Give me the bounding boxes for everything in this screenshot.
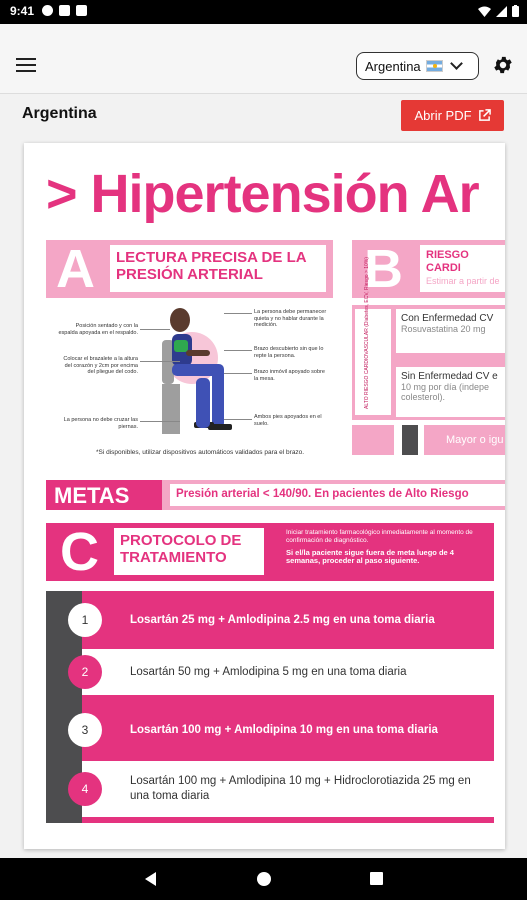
menu-icon[interactable] [16, 58, 36, 72]
risk-vertical-label: ALTO RIESGO CARDIOVASCULAR (Diabetes, ECV, Riesgo > 10%) [364, 257, 370, 409]
risk-cell-title: Con Enfermedad CV [401, 313, 494, 324]
metas-banner [46, 480, 505, 510]
step-number: 2 [68, 655, 102, 689]
risk-footer: Mayor o igu [424, 425, 505, 455]
section-a-letter: A [56, 239, 95, 299]
annotation-text: Posición sentado y con la espalda apoyada en el respaldo. [58, 323, 138, 336]
annotation-text: Brazo inmóvil apoyado sobre la mesa. [254, 369, 325, 382]
risk-cell [396, 309, 505, 353]
annotation-text: Colocar el brazalete a la altura del corazón y 2cm por encima del pliegue del codo. [63, 356, 138, 375]
country-select-value: Argentina [365, 58, 421, 74]
treatment-step [82, 761, 494, 817]
external-link-icon [478, 109, 491, 122]
treatment-step [82, 597, 494, 643]
section-c-text-box [286, 529, 486, 565]
section-b-header [352, 240, 505, 298]
annotation-text: La persona debe permanecer quieta y no hablar durante la medición. [254, 309, 327, 328]
open-pdf-label: Abrir PDF [414, 108, 472, 123]
treatment-step [82, 649, 494, 695]
section-c-letter: C [60, 522, 99, 582]
document-title: > Hipertensión Ar [46, 164, 479, 224]
section-b-letter: B [364, 239, 403, 299]
annotation-text: Brazo descubierto sin que lo repte la persona. [254, 346, 324, 359]
step-number: 4 [68, 772, 102, 806]
annotation-text: La persona no debe cruzar las piernas. [63, 417, 138, 430]
annotation-line [224, 313, 252, 314]
step-text: Losartán 100 mg + Amlodipina 10 mg en una toma diaria [130, 723, 438, 736]
section-a-note: *Si disponibles, utilizar dispositivos automáticos validados para el brazo. [96, 449, 305, 456]
notification-icon [42, 5, 53, 16]
signal-icon [496, 6, 507, 17]
risk-vertical-label-box [355, 309, 391, 415]
annotation-line [140, 329, 170, 330]
risk-cell-subtitle: 10 mg por día (indepe colesterol). [401, 382, 490, 402]
annotation-line [224, 373, 252, 374]
annotation-line [224, 419, 252, 420]
system-icons [478, 5, 519, 17]
pdf-document-preview[interactable] [24, 143, 505, 849]
chevron-down-icon [450, 57, 463, 70]
step-number: 3 [68, 713, 102, 747]
notification-icon [59, 5, 70, 16]
annotation-text: Ambos pies apoyados en el suelo. [254, 414, 322, 427]
risk-cell-subtitle: Rosuvastatina 20 mg [401, 324, 486, 334]
status-bar [0, 0, 527, 24]
risk-swatch [352, 425, 394, 455]
section-c-bold-text: Si el/la paciente sigue fuera de meta luego de 4 semanas, proceder al paso siguiente. [286, 548, 454, 565]
risk-swatch [402, 425, 418, 455]
step-text: Losartán 25 mg + Amlodipina 2.5 mg en una toma diaria [130, 613, 435, 626]
seated-person-illustration [150, 306, 250, 448]
section-a-header [46, 240, 333, 298]
section-c-header [46, 523, 494, 581]
section-a-label: LECTURA PRECISA DE LA PRESIÓN ARTERIAL [110, 245, 326, 292]
annotation-line [224, 350, 252, 351]
step-text: Losartán 50 mg + Amlodipina 5 mg en una toma diaria [130, 665, 407, 678]
metas-label: METAS [46, 480, 162, 510]
wifi-icon [478, 6, 491, 17]
risk-cell-title: Sin Enfermedad CV e [401, 371, 498, 382]
annotation-line [140, 421, 180, 422]
step-number: 1 [68, 603, 102, 637]
notification-icon [76, 5, 87, 16]
metas-text: Presión arterial < 140/90. En pacientes de Alto Riesgo [170, 484, 505, 506]
gear-icon[interactable] [492, 54, 514, 76]
open-pdf-button[interactable] [401, 100, 504, 131]
section-b-label-box [420, 245, 505, 292]
section-b-sublabel: Estimar a partir de [426, 276, 500, 286]
navigation-bar [0, 858, 527, 900]
page-title: Argentina [22, 105, 97, 122]
section-c-label: PROTOCOLO DE TRATAMIENTO [114, 528, 264, 575]
app-bar [0, 24, 527, 94]
argentina-flag-icon [426, 60, 443, 72]
battery-icon [512, 5, 519, 17]
step-text: Losartán 100 mg + Amlodipina 10 mg + Hidroclorotiazida 25 mg en una toma diaria [130, 775, 471, 802]
section-b-label: RIESGO CARDI [426, 249, 469, 274]
status-time: 9:41 [10, 4, 35, 18]
section-c-text: Iniciar tratamiento farmacológico inmediatamente al momento de confirmación de diagnóstico. [286, 529, 473, 544]
treatment-step [82, 707, 494, 753]
recent-apps-icon[interactable] [370, 872, 383, 885]
annotation-line [140, 361, 180, 362]
back-icon[interactable] [145, 872, 156, 886]
treatment-steps [46, 591, 494, 823]
country-select[interactable] [356, 52, 479, 80]
risk-cell [396, 367, 505, 417]
home-icon[interactable] [257, 872, 271, 886]
notification-icons [42, 5, 87, 16]
